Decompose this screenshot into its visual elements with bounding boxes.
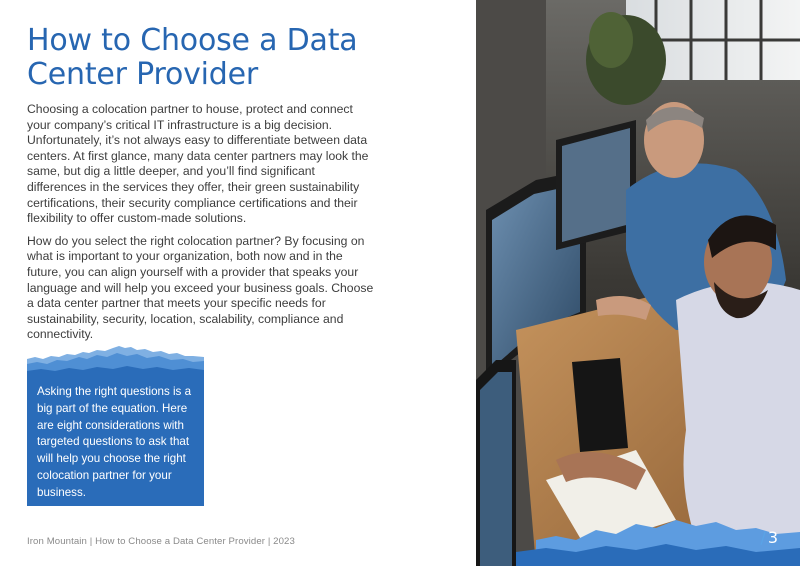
intro-text [27,102,377,350]
callout-box [27,344,204,506]
page-number-slash: / [760,528,766,547]
office-photo [476,0,800,566]
intro-paragraph-1: Choosing a colocation partner to house, protect and connect your company’s critical IT infrastructure is a big decision. Unfortunately, it’s not always easy to differentiate between data centers. At first glance, many data center partners may look the same, but dig a little deeper, and you’ll find significant differences in the services they offer, their green sustainability certifications, their security compliance certifications and their flexibility to offer custom-made solutions. [27,102,369,226]
mountain-range-graphic [27,344,204,378]
page-number-value: 3 [767,528,778,547]
footer-text: Iron Mountain | How to Choose a Data Center Provider | 2023 [27,536,295,547]
page-number [760,528,778,547]
callout-text: Asking the right questions is a big part of the equation. Here are eight considerations with targeted questions to ask that will help you choose the right colocation partner for your business. [27,376,204,506]
photo-illustration [476,0,800,566]
page-title: How to Choose a Data Center Provider [27,23,358,92]
intro-paragraph-2: How do you select the right colocation partner? By focusing on what is important to your organization, both now and in the future, you can align yourself with a provider that speaks your language and will help you exceed your business goals. Choose a data center partner that meets your specific needs for sustainability, security, location, scalability, compliance and connectivity. [27,233,374,342]
